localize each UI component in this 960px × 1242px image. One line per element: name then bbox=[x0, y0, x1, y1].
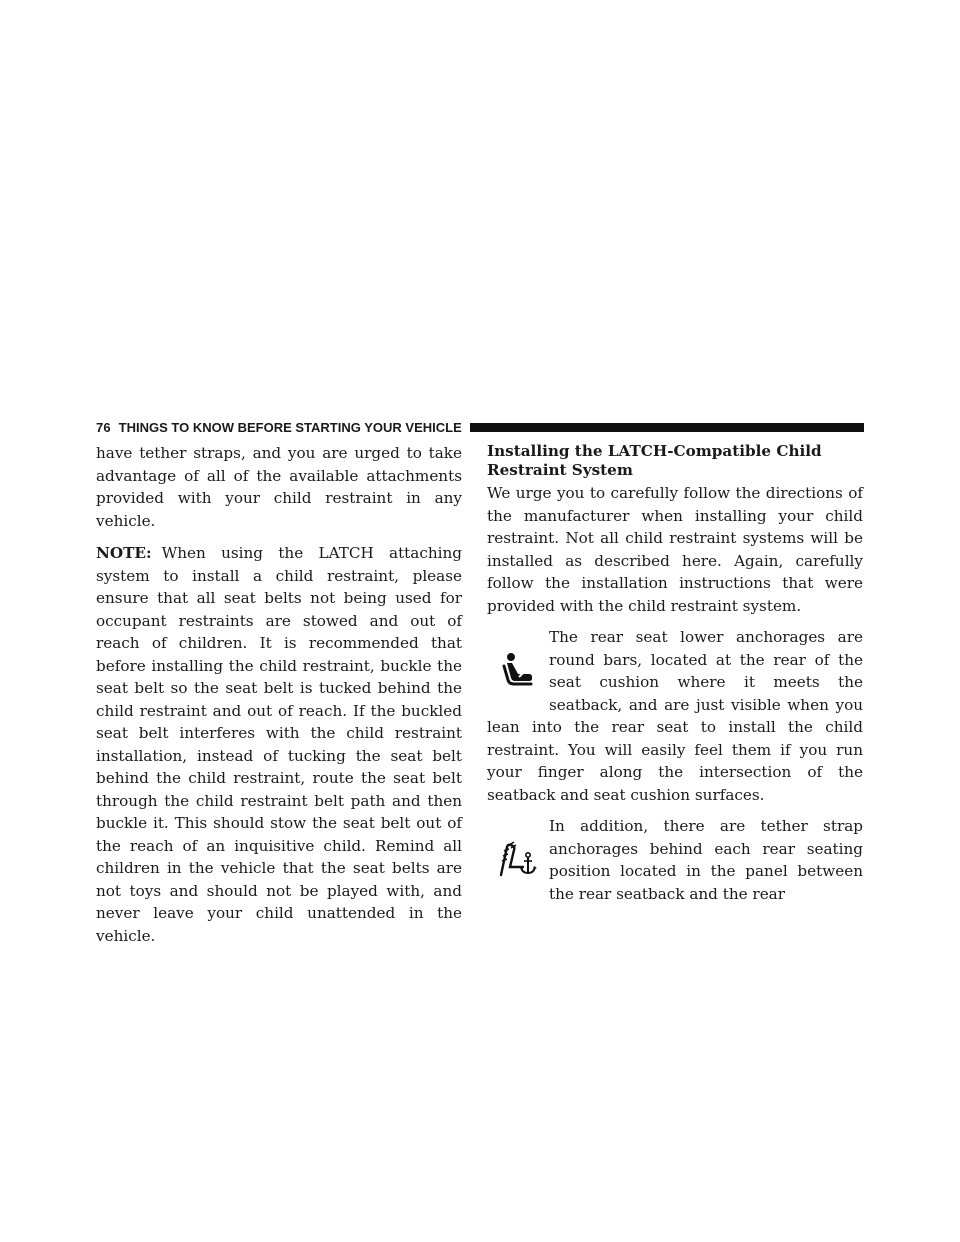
note-paragraph bbox=[96, 542, 462, 947]
page-number: 76 bbox=[96, 419, 111, 435]
left-column bbox=[96, 442, 462, 947]
lower-anchorage-block bbox=[487, 626, 863, 806]
section-title: THINGS TO KNOW BEFORE STARTING YOUR VEHICLE bbox=[118, 419, 462, 435]
note-label: NOTE: bbox=[96, 544, 152, 562]
tether-anchorage-block bbox=[487, 815, 863, 905]
child-seat-lower-anchorage-icon bbox=[487, 626, 549, 716]
header-rule bbox=[470, 423, 864, 432]
tether-anchor-icon bbox=[487, 815, 549, 905]
body-paragraph: The rear seat lower anchorages are round bars, located at the rear of the seat cushion where it meets the seatback, and are just visible when you lean into the rear seat to install the child restraint. You will easily feel them if you run your finger along the intersection of the seatback and seat cushion surfaces. bbox=[487, 628, 863, 804]
page-header bbox=[96, 416, 864, 438]
body-paragraph: have tether straps, and you are urged to take advantage of all of the available attachments provided with your child restraint in any vehicle. bbox=[96, 444, 462, 530]
note-text: When using the LATCH attaching system to install a child restraint, please ensure that all seat belts not being used for occupant restraints are stowed and out of reach of children. It is recommended that before installing the child restraint, buckle the seat belt so the seat belt is tucked behind the child restraint and out of reach. If the buckled seat belt interferes with the child restraint installation, instead of tucking the seat belt behind the child restraint, route the seat belt through the child restraint belt path and then buckle it. This should stow the seat belt out of the reach of an inquisitive child. Remind all children in the vehicle that the seat belts are not toys and should not be played with, and never leave your child unattended in the vehicle. bbox=[96, 544, 462, 945]
body-paragraph: We urge you to carefully follow the directions of the manufacturer when installing your child restraint. Not all child restraint systems will be installed as described here. Again, carefully follow the installation instructions that were provided with the child restraint system. bbox=[487, 484, 863, 615]
body-paragraph: In addition, there are tether strap anchorages behind each rear seating position located in the panel between the rear seatback and the rear bbox=[549, 817, 863, 903]
right-column bbox=[487, 442, 863, 905]
section-heading: Installing the LATCH-Compatible Child Restraint System bbox=[487, 442, 822, 479]
